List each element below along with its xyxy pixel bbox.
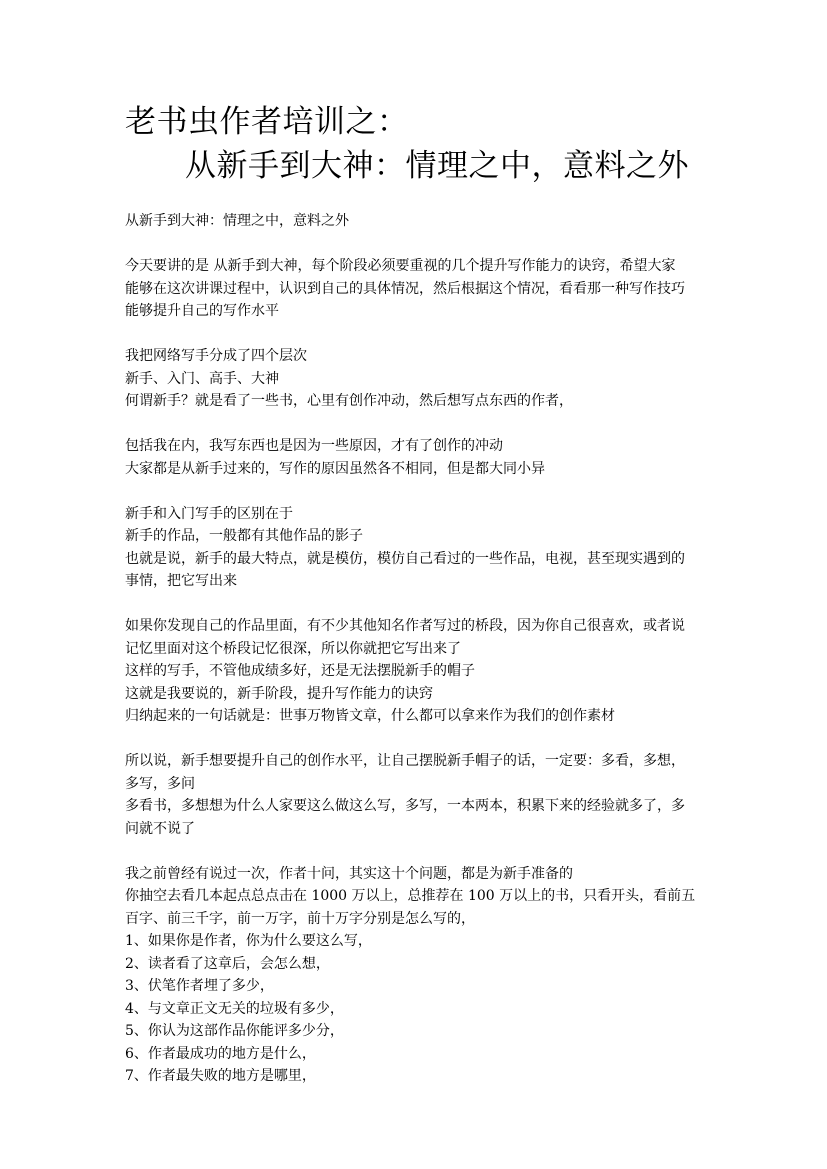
blank-line (125, 480, 705, 503)
text-line: 多写，多问 (125, 775, 195, 792)
text-line: 百字、前三千字，前一万字，前十万字分别是怎么写的， (125, 910, 475, 927)
text-line: 这就是我要说的，新手阶段，提升写作能力的诀窍 (125, 685, 433, 702)
document-body (125, 210, 705, 1088)
blank-line (125, 323, 705, 346)
text-line: 归纳起来的一句话就是：世事万物皆文章，什么都可以拿来作为我们的创作素材 (125, 708, 615, 724)
text-line: 2、读者看了这章后，会怎么想， (125, 955, 330, 972)
text-line: 能够提升自己的写作水平 (125, 303, 279, 319)
text-line: 你抽空去看几本起点总点击在 1000 万以上，总推荐在 100 万以上的书，只看开头，看前五 (125, 888, 696, 904)
text-line: 所以说，新手想要提升自己的创作水平，让自己摆脱新手帽子的话，一定要：多看，多想， (125, 753, 685, 769)
blank-line (125, 593, 705, 616)
text-line: 记忆里面对这个桥段记忆很深，所以你就把它写出来了 (125, 640, 461, 657)
text-line: 也就是说，新手的最大特点，就是模仿，模仿自己看过的一些作品，电视，甚至现实遇到的 (125, 550, 685, 567)
text-line: 3、伏笔作者埋了多少， (125, 978, 274, 994)
text-line: 我把网络写手分成了四个层次 (125, 348, 307, 364)
text-line: 问就不说了 (125, 820, 195, 837)
text-line: 何谓新手？就是看了一些书，心里有创作冲动，然后想写点东西的作者， (125, 393, 573, 409)
text-line: 4、与文章正文无关的垃圾有多少， (125, 1000, 344, 1017)
text-line: 事情，把它写出来 (125, 573, 237, 589)
text-line: 从新手到大神：情理之中，意料之外 (125, 213, 349, 229)
text-line: 大家都是从新手过来的，写作的原因虽然各不相同，但是都大同小异 (125, 460, 545, 477)
text-line: 我之前曾经有说过一次，作者十问，其实这十个问题，都是为新手准备的 (125, 865, 573, 882)
text-line: 新手和入门写手的区别在于 (125, 505, 293, 522)
text-line: 新手的作品，一般都有其他作品的影子 (125, 528, 363, 544)
text-line: 新手、入门、高手、大神 (125, 370, 279, 387)
text-line: 今天要讲的是 从新手到大神，每个阶段必须要重视的几个提升写作能力的诀窍，希望大家 (125, 258, 676, 274)
blank-line (125, 413, 705, 436)
blank-line (125, 840, 705, 863)
blank-line (125, 728, 705, 751)
blank-line (125, 233, 705, 256)
text-line: 如果你发现自己的作品里面，有不少其他知名作者写过的桥段，因为你自己很喜欢，或者说 (125, 618, 685, 634)
document-title-line-1: 老书虫作者培训之： (125, 104, 409, 140)
text-line: 能够在这次讲课过程中，认识到自己的具体情况，然后根据这个情况，看看那一种写作技巧 (125, 280, 685, 297)
text-line: 1、如果你是作者，你为什么要这么写， (125, 933, 372, 949)
text-line: 5、你认为这部作品你能评多少分， (125, 1023, 344, 1039)
document-title-line-2: 从新手到大神：情理之中，意料之外 (185, 148, 689, 184)
text-line: 包括我在内，我写东西也是因为一些原因，才有了创作的冲动 (125, 438, 503, 454)
text-line: 7、作者最失败的地方是哪里， (125, 1068, 316, 1084)
text-line: 6、作者最成功的地方是什么， (125, 1045, 316, 1062)
text-line: 多看书，多想想为什么人家要这么做这么写，多写，一本两本，积累下来的经验就多了，多 (125, 798, 685, 814)
text-line: 这样的写手，不管他成绩多好，还是无法摆脱新手的帽子 (125, 663, 475, 679)
